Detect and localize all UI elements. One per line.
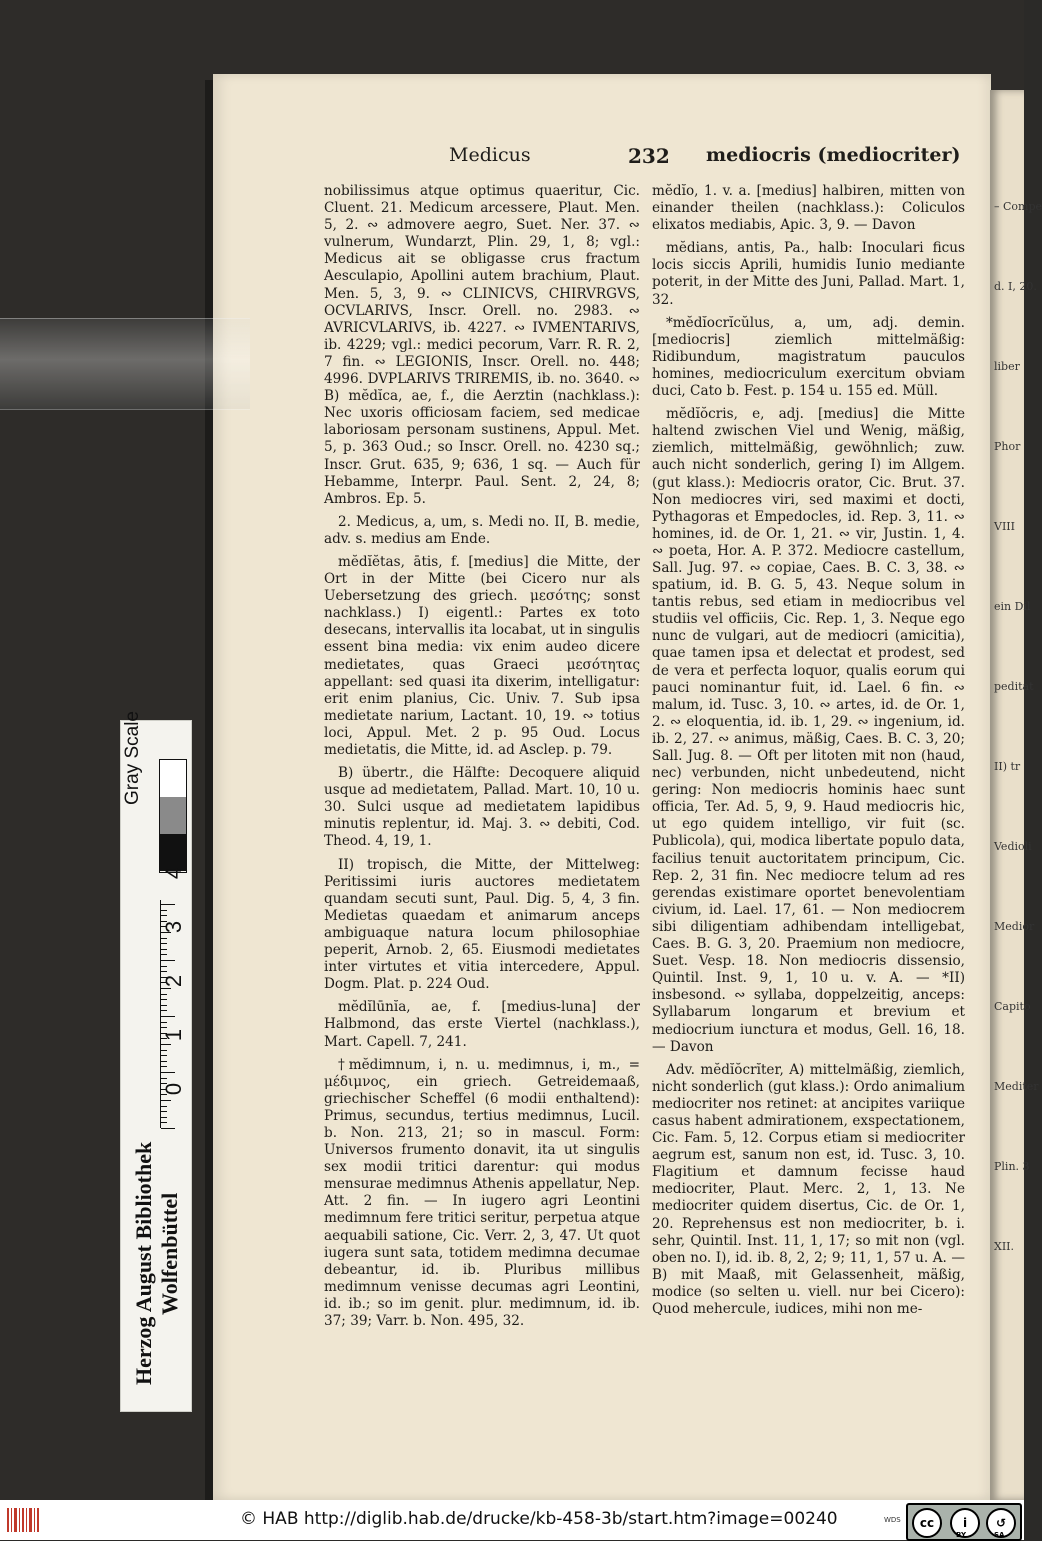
ruler-tick (161, 943, 167, 944)
ruler-tick (161, 949, 167, 950)
next-page-edge (990, 90, 1042, 1500)
ruler-tick (161, 960, 175, 961)
ruler-tick (161, 938, 167, 939)
left-column (324, 183, 640, 1336)
dictionary-entry: B) übertr., die Hälfte: Decoquere aliquid usque ad medietatem, Pallad. Mart. 10, 10 u. 30. Sulci usque ad medietatem lapidibus minutis replentur, id. Maj. 3. ∾ debiti, Cod. Theod. 4, 19, 1. (324, 765, 640, 850)
ruler-number: 3 (161, 920, 187, 934)
ruler-tick (161, 1044, 171, 1045)
next-page-fragment: Medior (994, 920, 1035, 933)
ruler-tick (161, 1106, 167, 1107)
plastic-page-holder (0, 318, 250, 410)
ruler-tick (161, 1061, 167, 1062)
next-page-fragment: ein Dil (994, 600, 1031, 613)
dictionary-entry: *mĕdĭocrĭcŭlus, a, um, adj. demin. [mediocris] ziemlich mittelmäßig: Ridibundum, magistratum pauculos homines, mediocriculum exercitum obviam duci, Cato b. Fest. p. 154 u. 155 ed. Müll. (652, 314, 965, 400)
dictionary-entry: mĕdĭlūnĭa, ae, f. [medius-luna] der Halbmond, das erste Viertel (nachklass.), Mart. Capell. 7, 241. (324, 999, 640, 1050)
footer-small-text: WDS (884, 1516, 901, 1524)
institution-name: Herzog August Bibliothek (131, 1141, 156, 1385)
dictionary-entry: mĕdĭŏcris, e, adj. [medius] die Mitte haltend zwischen Viel und Wenig, mäßig, ziemlich, mittelmäßig, gewöhnlich; zuw. auch nicht sonderlich, gering I) im Allgem. (gut klass.): Mediocris orator, Cic. Brut. 37. Non mediocres viri, sed maximi et docti, Pythagoras et Empedocles, id. Rep. 3, 11. ∾ homines, id. de Or. 1, 21. ∾ vir, Justin. 1, 4. ∾ poeta, Hor. A. P. 372. Mediocre castellum, Sall. Jug. 97. ∾ copiae, Caes. B. C. 3, 38. ∾ spatium, id. B. G. 5, 43. Neque solum in tantis rebus, sed etiam in mediocribus vel studiis vel officiis, Cic. Rep. 1, 3. Neque ego nunc de vulgari, aut de mediocri (amicitia), quae tamen ipsa et delectat et prodest, sed de vera et perfecta loquor, qualis eorum qui pauci nominantur fuit, id. Lael. 6 fin. ∾ malum, id. Tusc. 3, 10. ∾ artes, id. de Or. 1, 2. ∾ eloquentia, id. ib. 1, 29. ∾ ingenium, id. ib. 2, 27. ∾ animus, mäßig, Caes. B. C. 3, 20; Sall. Jug. 8. — Oft per litoten mit non (haud, nec) verbunden, nicht unbedeutend, nicht gering: Non mediocris hominis haec sunt officia, Ter. Ad. 5, 9, 9. Haud mediocris hic, ut ego quidem intelligo, vir fuit (sc. Publicola), qui, modica libertate populo data, facilius tenuit auctoritatem principum, Cic. Rep. 2, 31 fin. Nec mediocre telum ad res gerendas existimare oportet benevolentiam civium, id. Lael. 17, 61. — Non mediocrem sibi diligentiam adhibendam intelligebat, Caes. B. G. 3, 20. Praemium non mediocre, Suet. Vesp. 18. Non mediocris dissensio, Quintil. Inst. 9, 1, 10 u. v. A. — *II) insbesond. ∾ syllaba, doppelzeitig, anceps: Syllabarum longarum et brevium et mediocrium iunctura et modus, Gell. 16, 18. — Davon (652, 406, 965, 1055)
dictionary-entry: nobilissimus atque optimus quaeritur, Cic. Cluent. 21. Medicum arcessere, Plaut. Men. 5, 2. ∾ admovere aegro, Suet. Ner. 37. ∾ vulnerum, Wundarzt, Plin. 29, 1, 8; vgl.: Medicus ait se obligasse crus fractum Aesculapio, Apollini autem brachium, Plaut. Men. 5, 3, 9. ∾ CLINICVS, CHIRVRGVS, OCVLARIVS, Inscr. Orell. no. 2983. ∾ AVRICVLARIVS, ib. 4227. ∾ IVMENTARIVS, ib. 4229; vgl.: medici pecorum, Varr. R. R. 2, 7 fin. ∾ LEGIONIS, Inscr. Orell. no. 448; 4996. DVPLARIVS TRIREMIS, ib. no. 3640. ∾ B) mĕdĭca, ae, f., die Aerztin (nachklass.): Nec uxoris officiosam faciem, sed medicae laboriosam personam sustinens, Appul. Met. 5, p. 363 Oud.; so Inscr. Orell. no. 4230 sq.; Inscr. Grut. 635, 9; 636, 1 sq. — Auch für Hebamme, Interpr. Paul. Sent. 2, 24, 8; Ambros. Ep. 5. (324, 183, 640, 507)
ruler-tick (161, 988, 171, 989)
ruler-tick (161, 999, 167, 1000)
footer-bar (0, 1500, 1024, 1540)
footer-copyright-url[interactable]: © HAB http://diglib.hab.de/drucke/kb-458-3b/start.htm?image=00240 (240, 1509, 838, 1529)
ruler-tick (161, 966, 167, 967)
ruler-tick (161, 1072, 175, 1073)
ruler-tick (161, 910, 167, 911)
dictionary-entry: 2. Medicus, a, um, s. Medi no. II, B. medie, adv. s. medius am Ende. (324, 513, 640, 547)
cc-license-badge[interactable] (906, 1503, 1022, 1541)
next-page-fragment: Plin. 3 (994, 1160, 1030, 1173)
ruler-tick (161, 1010, 167, 1011)
dictionary-entry: mĕdĭĕtas, ātis, f. [medius] die Mitte, der Ort in der Mitte (bei Cicero nur als Uebersetzung des griech. μεσότης; sonst nachklass.) I) eigentl.: Partes ex toto desecans, intervallis ita locabat, ut in singulis essent bina media: vix enim audeo dicere medietates, quas Graeci μεσότητας appellant: sed quasi ita dixerim, intelligatur: erit enim planius, Cic. Univ. 7. Sub ipsa medietate narium, Lactant. 10, 19. ∾ totius loci, Appul. Met. 2 p. 95 Oud. Locus medietatis, die Mitte, id. ad Asclep. p. 79. (324, 553, 640, 758)
attribution-icon: i (950, 1508, 980, 1538)
dictionary-entry: II) tropisch, die Mitte, der Mittelweg: Peritissimi iuris auctores medietatem quandam secuti sunt, Paul. Dig. 5, 4, 3 fin. Medietas quaedam et animarum anceps ambiguaque natura locum philosophiae peperit, Arnob. 2, 65. Eiusmodi medietates inter virtutes et vitia intercedere, Appul. Dogm. Plat. p. 224 Oud. (324, 856, 640, 993)
ruler-tick (161, 904, 175, 905)
next-page-fragment: II) tr (994, 760, 1021, 773)
next-page-fragment: Phor (994, 440, 1021, 453)
ruler-tick (161, 1005, 167, 1006)
ruler-tick (161, 1128, 175, 1129)
next-page-fragment: VIII (994, 520, 1015, 533)
ruler-tick (161, 1016, 175, 1017)
next-page-fragment: Capito (994, 1000, 1031, 1013)
next-page-fragment: XII. (994, 1240, 1015, 1253)
cc-icon: cc (912, 1508, 942, 1538)
share-alike-icon: ↺ (986, 1508, 1016, 1538)
next-page-fragment: d. I, 20. (994, 280, 1037, 293)
ruler-tick (161, 1022, 167, 1023)
running-head-left: Medicus (449, 144, 531, 166)
ruler-tick (161, 1122, 167, 1123)
next-page-fragment: liber (994, 360, 1020, 373)
ruler-number: 2 (161, 974, 187, 988)
ruler-tick (161, 1111, 167, 1112)
ruler-number: 1 (161, 1028, 187, 1042)
grayscale-title: Gray Scale (122, 711, 143, 805)
ruler-tick (161, 1055, 167, 1056)
ruler-tick (161, 915, 167, 916)
next-page-fragment: Vedioli (994, 840, 1032, 853)
ruler-number: 0 (161, 1082, 187, 1096)
next-page-fragment: – Compe (994, 200, 1042, 213)
ruler-tick (161, 1066, 167, 1067)
page-number: 232 (628, 144, 670, 168)
institution-city: Wolfenbüttel (157, 1192, 182, 1315)
ruler-tick (161, 1050, 167, 1051)
barcode-icon (6, 1508, 42, 1532)
dictionary-entry: Adv. mĕdĭŏcrĭter, A) mittelmäßig, ziemlich, nicht sonderlich (gut klass.): Ordo animalium mediocriter nos retinet: at ancipites variique casus habent admirationem, exspectationem, Cic. Fam. 5, 12. Corpus etiam si mediocriter aegrum est, sanum non est, id. Tusc. 3, 10. Flagitium et damnum fecisse haud mediocriter, Plaut. Merc. 2, 1, 13. Ne mediocriter quidem disertus, Cic. de Or. 1, 20. Reprehensus est non mediocriter, b. i. sehr, Quintil. Inst. 11, 1, 17; so mit non (vgl. oben no. I), id. ib. 8, 2, 2; 9; 11, 1, 57 u. A. — B) mit Maaß, mit Gelassenheit, mäßig, modice (so selten u. viell. nur bei Cicero): Quod mehercule, iudices, mihi non me- (652, 1061, 965, 1317)
dictionary-entry: mĕdians, antis, Pa., halb: Inoculari ficus locis siccis Aprili, humidis Iunio mediante poterit, in der Mitte des Juni, Pallad. Mart. 1, 32. (652, 240, 965, 308)
ruler-tick (161, 954, 167, 955)
dictionary-entry: mĕdĭo, 1. v. a. [medius] halbiren, mitten von einander theilen (nachklass.): Coliculos elixatos mediabis, Apic. 3, 9. — Davon (652, 183, 965, 234)
ruler-tick (161, 1117, 167, 1118)
ruler-tick (161, 971, 167, 972)
running-head-right: mediocris (mediocriter) (706, 144, 961, 166)
gray-patches (159, 759, 187, 873)
sa-label: SA (994, 1531, 1005, 1539)
ruler-tick (161, 1100, 171, 1101)
by-label: BY (956, 1531, 967, 1539)
next-page-fragment: peditat (994, 680, 1034, 693)
ruler-tick (161, 994, 167, 995)
dictionary-entry: †mĕdimnum, i, n. u. medimnus, i, m., = μέδιμνος, ein griech. Getreidemaaß, griechischer Scheffel (6 modii enthaltend): Primus, secundus, tertius medimnus, Lucil. b. Non. 213, 21; so in mascul. Form: Universos frumento donavit, ita ut singulis sex modii tritici darentur: qui modus mensurae medimnus Athenis appellatur, Nep. Att. 2 fin. — In iugero agri Leontini medimnum fere tritici seritur, perpetua atque aequabili satione, Cic. Verr. 2, 3, 47. Ut quot iugera sunt sata, totidem medimna decumae debeantur, id. ib. Pluribus millibus medimnum venisse decumas agri Leontini, id. ib.; so im genit. plur. medimnum, id. ib. 37; 39; Varr. b. Non. 495, 32. (324, 1056, 640, 1329)
ruler-number: 4 (161, 866, 187, 880)
right-column (652, 183, 965, 1324)
ruler-tick (161, 1078, 167, 1079)
next-page-fragment: Mediter (994, 1080, 1039, 1093)
